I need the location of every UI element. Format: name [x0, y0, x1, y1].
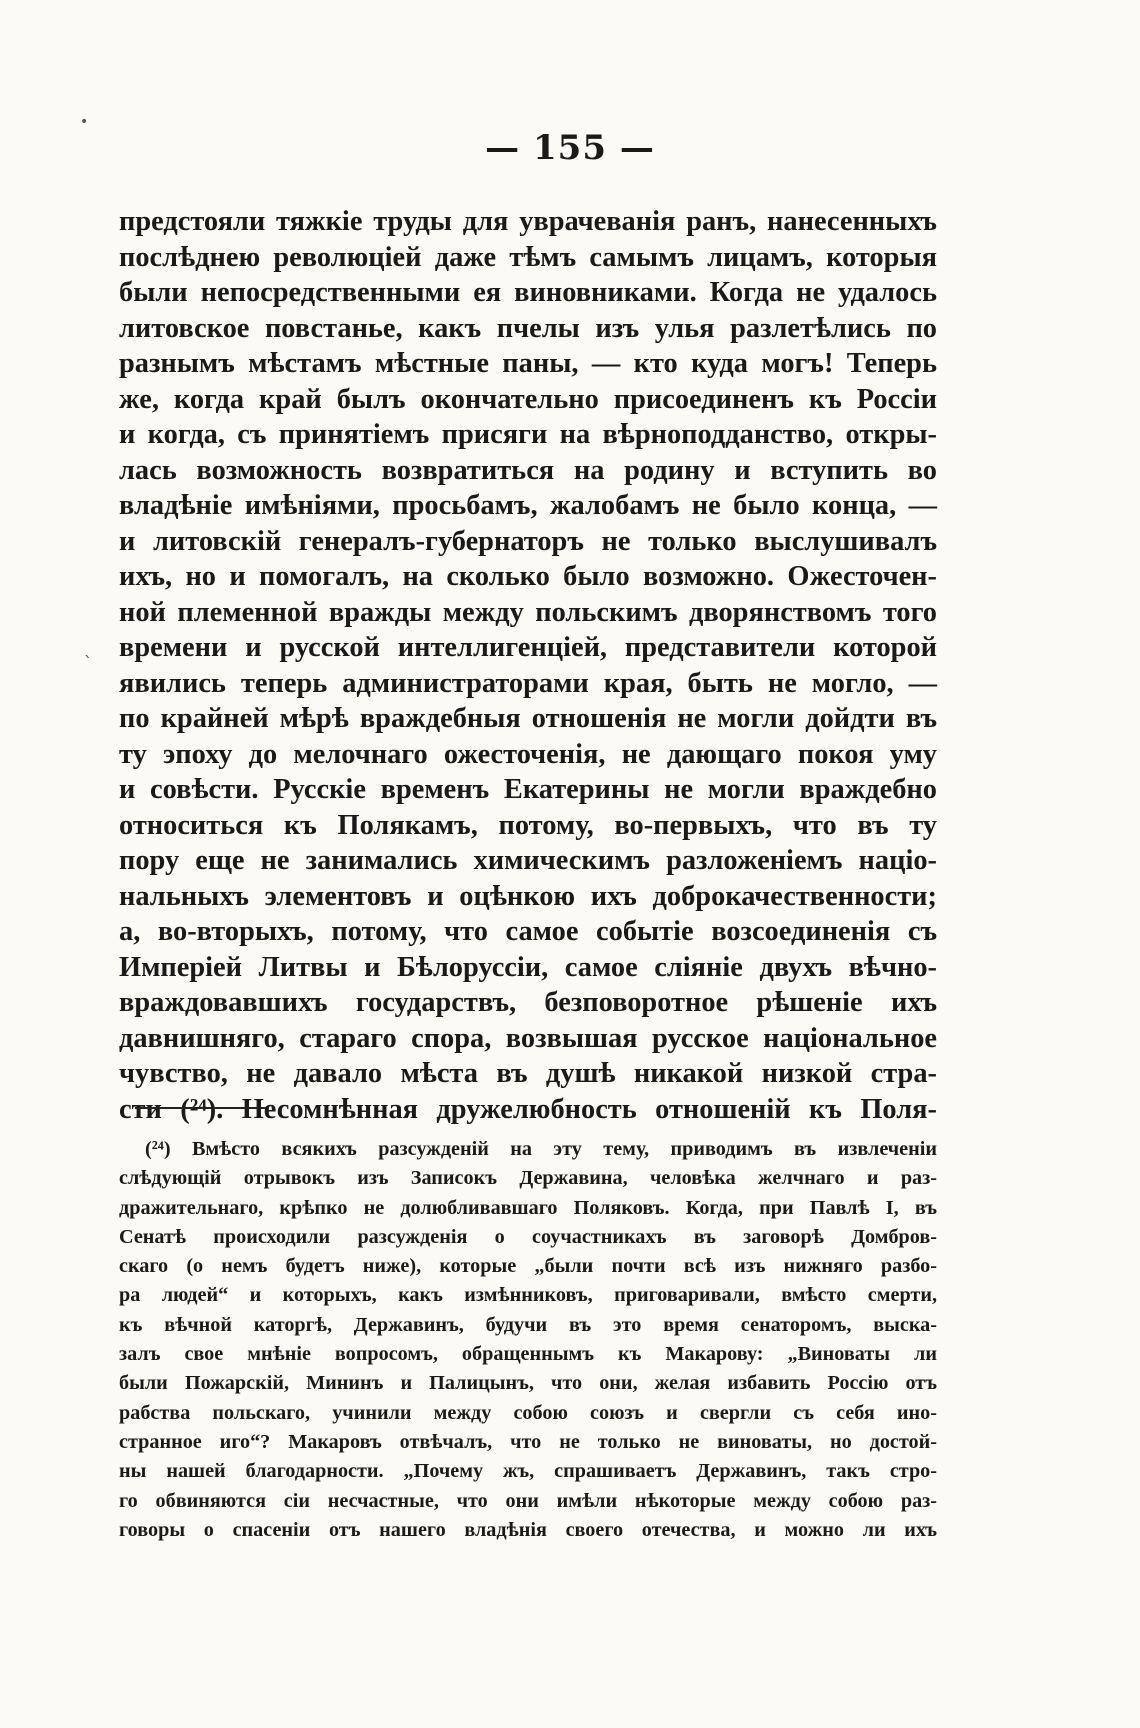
footnote-line: странное иго“? Макаровъ отвѣчалъ, что не только не виноваты, но достой-: [119, 1430, 937, 1453]
text-line: лась возможность возвратиться на родину и вступить во: [119, 454, 937, 486]
footnote-block: [119, 1135, 937, 1545]
footnote-line: говоры о спасеніи отъ нашего владѣнія своего отечества, и можно ли ихъ: [119, 1518, 937, 1541]
footnote-line: го обвиняются сіи несчастные, что они имѣли нѣкоторые между собою раз-: [119, 1489, 937, 1512]
text-line: были непосредственными ея виновниками. Когда не удалось: [119, 277, 937, 308]
text-line: ту эпоху до мелочнаго ожесточенія, не дающаго покоя уму: [119, 738, 937, 770]
footnote-line: дражительнаго, крѣпко не долюбливавшаго Поляковъ. Когда, при Павлѣ I, въ: [119, 1196, 937, 1219]
footnote-separator: [135, 1107, 266, 1109]
text-line: относиться къ Полякамъ, потому, во-первыхъ, что въ ту: [119, 809, 937, 841]
text-line: враждовавшихъ государствъ, безповоротное рѣшеніе ихъ: [119, 987, 937, 1018]
footnote-line: скаго (о немъ будетъ ниже), которые „были почти всѣ изъ нижняго разбо-: [119, 1255, 937, 1278]
margin-speck: •: [80, 114, 89, 130]
footnote-line: залъ свое мнѣніе вопросомъ, обращеннымъ къ Макарову: „Виноваты ли: [119, 1343, 937, 1366]
footnote-line: рабства польскаго, учинили между собою союзъ и свергли съ себя ино-: [119, 1401, 937, 1424]
text-line: ихъ, но и помогалъ, на сколько было возможно. Ожесточен-: [119, 561, 937, 592]
text-line: и когда, съ принятіемъ присяги на вѣрноподданство, откры-: [119, 419, 937, 450]
text-line: разнымъ мѣстамъ мѣстные паны, — кто куда могъ! Теперь: [119, 348, 937, 379]
footnote-line: были Пожарскій, Мининъ и Палицынъ, что они, желая избавить Россію отъ: [119, 1372, 937, 1395]
text-line: послѣднею революціей даже тѣмъ самымъ лицамъ, которыя: [119, 241, 937, 273]
text-line: литовское повстанье, какъ пчелы изъ улья разлетѣлись по: [119, 312, 937, 344]
text-line: предстояли тяжкіе труды для уврачеванія ранъ, нанесенныхъ: [119, 206, 937, 237]
text-line: явились теперь администраторами края, быть не могло, —: [119, 667, 937, 699]
text-line: времени и русской интеллигенціей, представители которой: [119, 632, 937, 663]
text-line: ной племенной вражды между польскимъ дворянствомъ того: [119, 596, 937, 628]
text-line: давнишняго, стараго спора, возвышая русское національное: [119, 1022, 937, 1054]
text-line: владѣніе имѣніями, просьбамъ, жалобамъ не было конца, —: [119, 490, 937, 521]
text-line: пору еще не занимались химическимъ разложеніемъ націо-: [119, 845, 937, 876]
text-line: чувство, не давало мѣста въ душѣ никакой низкой стра-: [119, 1058, 937, 1089]
text-line: и литовскій генералъ-губернаторъ не только выслушивалъ: [119, 525, 937, 557]
footnote-line: (²⁴) Вмѣсто всякихъ разсужденій на эту тему, приводимъ въ извлеченіи: [145, 1138, 937, 1160]
text-line: же, когда край былъ окончательно присоединенъ къ Россіи: [119, 383, 937, 415]
footnote-line: ра людей“ и которыхъ, какъ измѣнниковъ, приговаривали, вмѣсто смерти,: [119, 1284, 937, 1307]
page-number: — 155 —: [485, 128, 655, 168]
text-line: нальныхъ элементовъ и оцѣнкою ихъ доброкачественности;: [119, 880, 937, 912]
footnote-line: Сенатѣ происходили разсужденія о соучастникахъ въ заговорѣ Домбров-: [119, 1225, 937, 1248]
footnote-line: слѣдующій отрывокъ изъ Записокъ Державина, человѣка желчнаго и раз-: [119, 1167, 937, 1190]
text-line: и совѣсти. Русскіе временъ Екатерины не могли враждебно: [119, 774, 937, 805]
text-line: а, во-вторыхъ, потому, что самое событіе возсоединенія съ: [119, 916, 937, 947]
text-line: Имперіей Литвы и Бѣлоруссіи, самое сліяніе двухъ вѣчно-: [119, 951, 937, 983]
footnote-line: къ вѣчной каторгѣ, Державинъ, будучи въ это время сенаторомъ, выска-: [119, 1313, 937, 1336]
text-line: по крайней мѣрѣ враждебныя отношенія не могли дойдти въ: [119, 703, 937, 734]
main-text-block: [119, 204, 937, 1127]
footnote-line: ны нашей благодарности. „Почему жъ, спрашиваетъ Державинъ, такъ стро-: [119, 1460, 937, 1483]
text-line: сти (²⁴). Несомнѣнная дружелюбность отношеній къ Поля-: [119, 1093, 937, 1125]
margin-speck: ˋ: [84, 653, 92, 672]
